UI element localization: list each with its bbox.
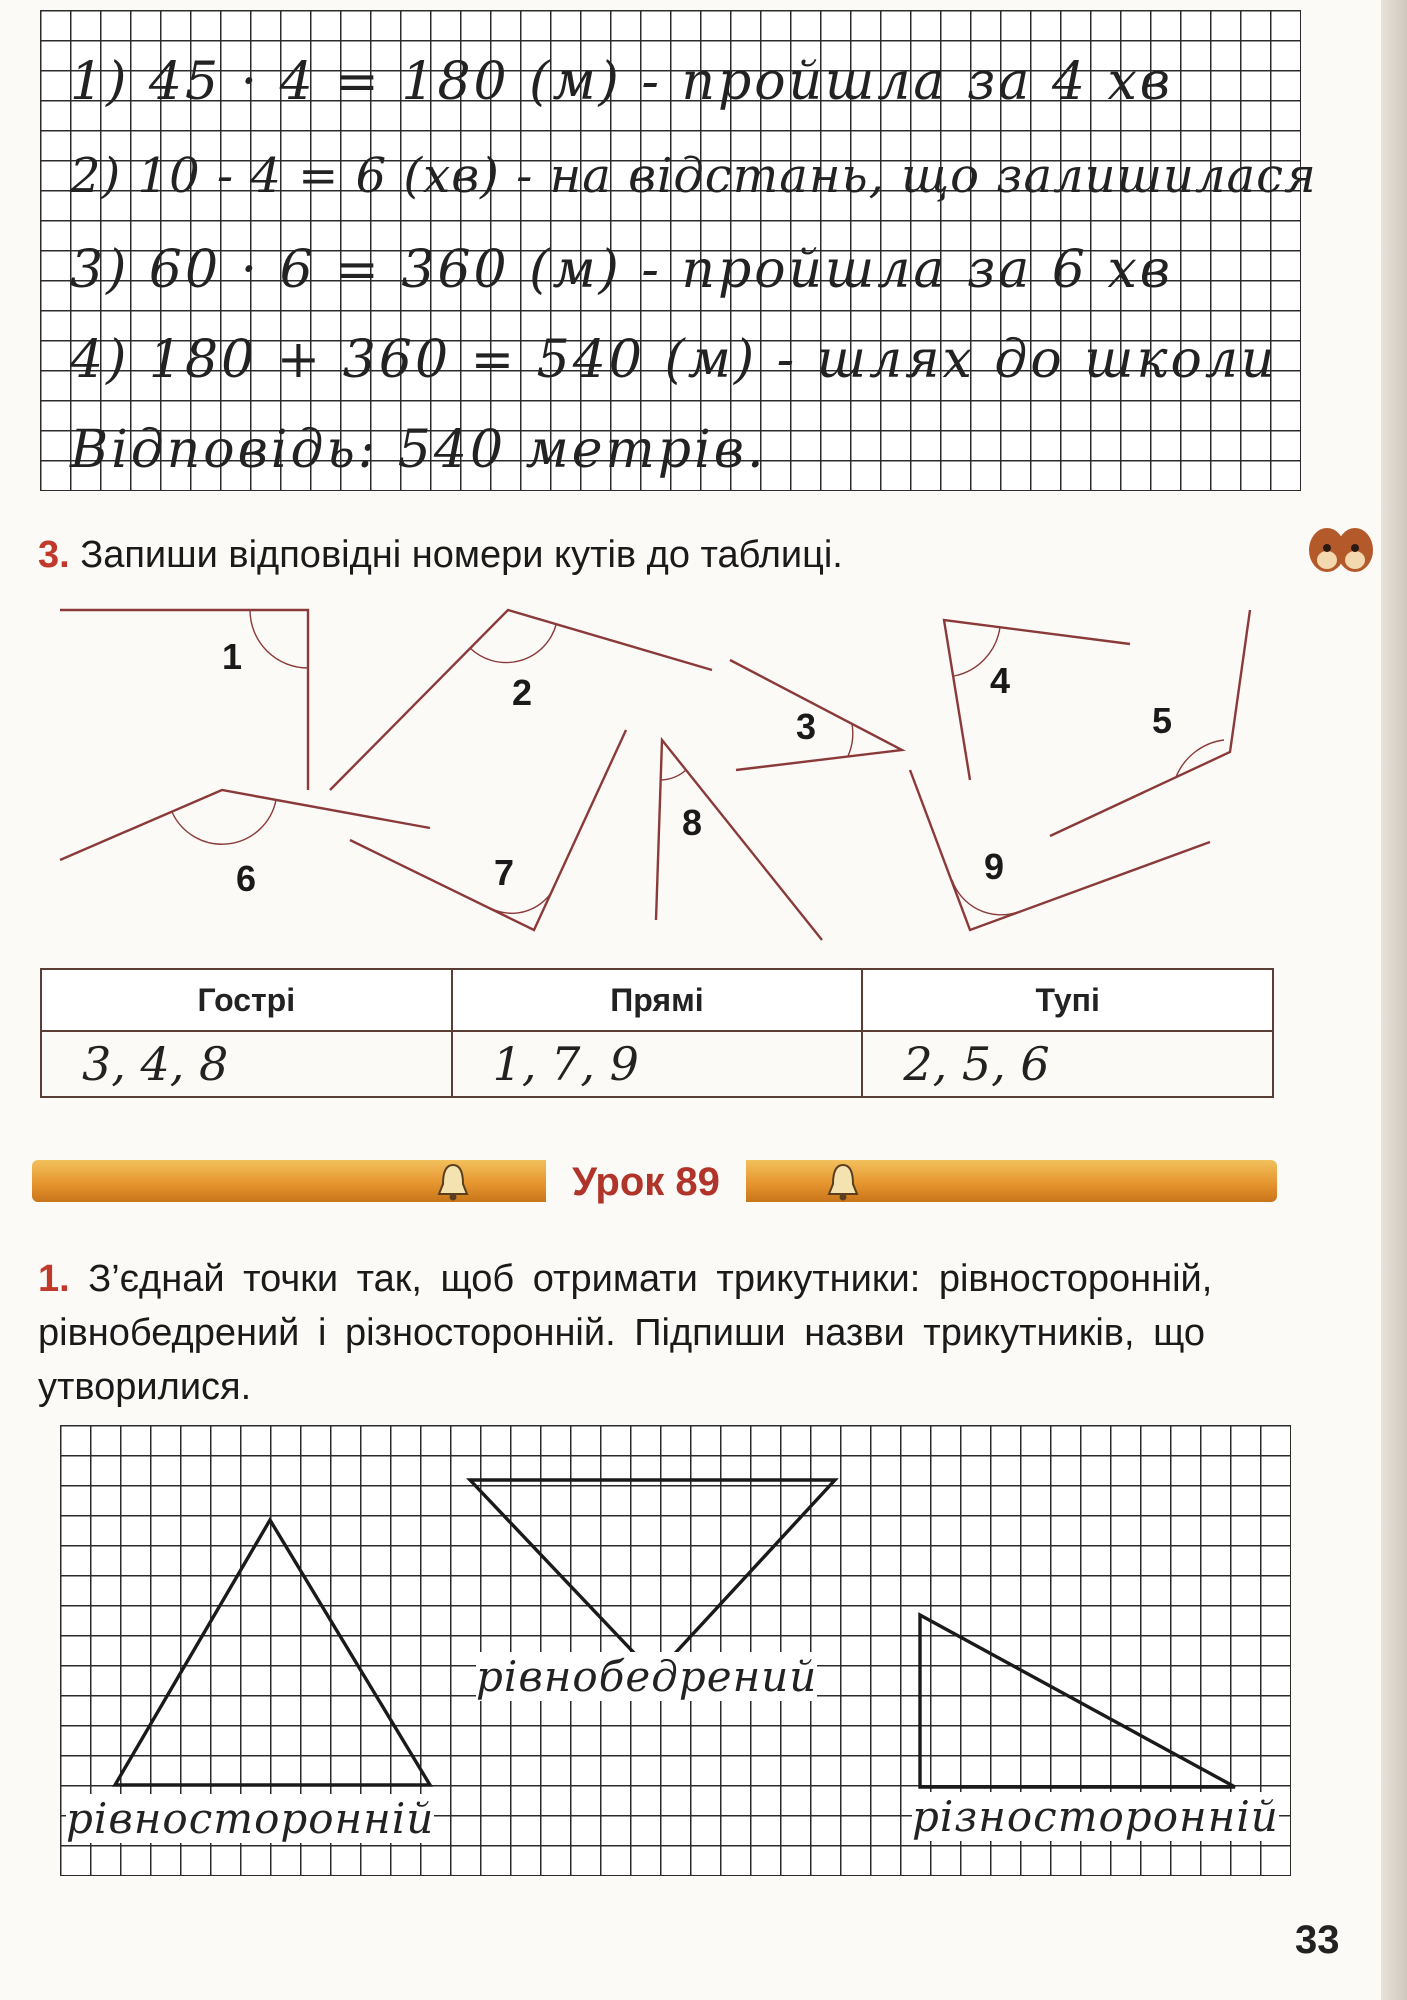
angle-label-6: 6 [236,858,257,899]
isosceles-triangle [470,1480,835,1675]
angle-label-8: 8 [682,802,703,843]
page-number: 33 [1295,1918,1340,1962]
label-isosceles: рівнобедрений [476,1652,818,1701]
mittens-icon [1305,520,1377,580]
header-acute: Гострі [41,969,452,1031]
angle-7-lines [350,730,626,930]
scalene-triangle [920,1615,1235,1787]
solution-answer: Відповідь: 540 метрів. [70,420,767,480]
angles-table-answer-row [41,1031,1273,1097]
angle-5-lines [1050,610,1250,836]
equilateral-triangle [115,1520,430,1785]
solution-line-3: 3) 60 · 6 = 360 (м) - пройшла за 6 хв [70,240,1174,300]
angle-label-3: 3 [796,706,817,747]
answer-obtuse: 2, 5, 6 [862,1031,1273,1097]
header-right: Прямі [452,969,863,1031]
task-1-number: 1. [38,1258,70,1300]
angle-label-7: 7 [494,852,515,893]
angle-4-lines [944,620,1130,780]
angles-table [40,968,1274,1098]
solution-line-4: 4) 180 + 360 = 540 (м) - шлях до школи [70,330,1278,390]
angle-label-4: 4 [990,660,1011,701]
angle-1-lines [60,610,308,790]
angle-label-1: 1 [222,636,243,677]
label-scalene: різносторонній [912,1792,1279,1841]
task-1-text [38,1252,1268,1414]
label-equilateral: рівносторонній [66,1794,435,1843]
header-obtuse: Тупі [862,969,1273,1031]
task-1-instruction: З’єднай точки так, щоб отримати трикутники: рівносторонній, рівнобедрений і різносторонній. Підпиши назви трикутників, що утворилися. [38,1258,1213,1408]
angle-6-lines [60,790,430,860]
angle-label-2: 2 [512,672,533,713]
angle-label-9: 9 [984,846,1005,887]
lesson-title: Урок 89 [546,1158,746,1206]
angle-label-5: 5 [1152,700,1173,741]
task-3-number: 3. [38,534,70,576]
bell-icon [826,1162,860,1202]
angle-9-lines [910,770,1210,930]
answer-right: 1, 7, 9 [452,1031,863,1097]
task-3-text [38,528,1338,582]
task-3-instruction: Запиши відповідні номери кутів до таблиці. [80,534,843,576]
bell-icon [436,1162,470,1202]
solution-line-2: 2) 10 - 4 = 6 (хв) - на відстань, що залишилася [70,148,1317,204]
angles-table-header-row [41,969,1273,1031]
page-edge-shadow [1381,0,1407,2000]
answer-acute: 3, 4, 8 [41,1031,452,1097]
solution-line-1: 1) 45 · 4 = 180 (м) - пройшла за 4 хв [70,52,1174,112]
